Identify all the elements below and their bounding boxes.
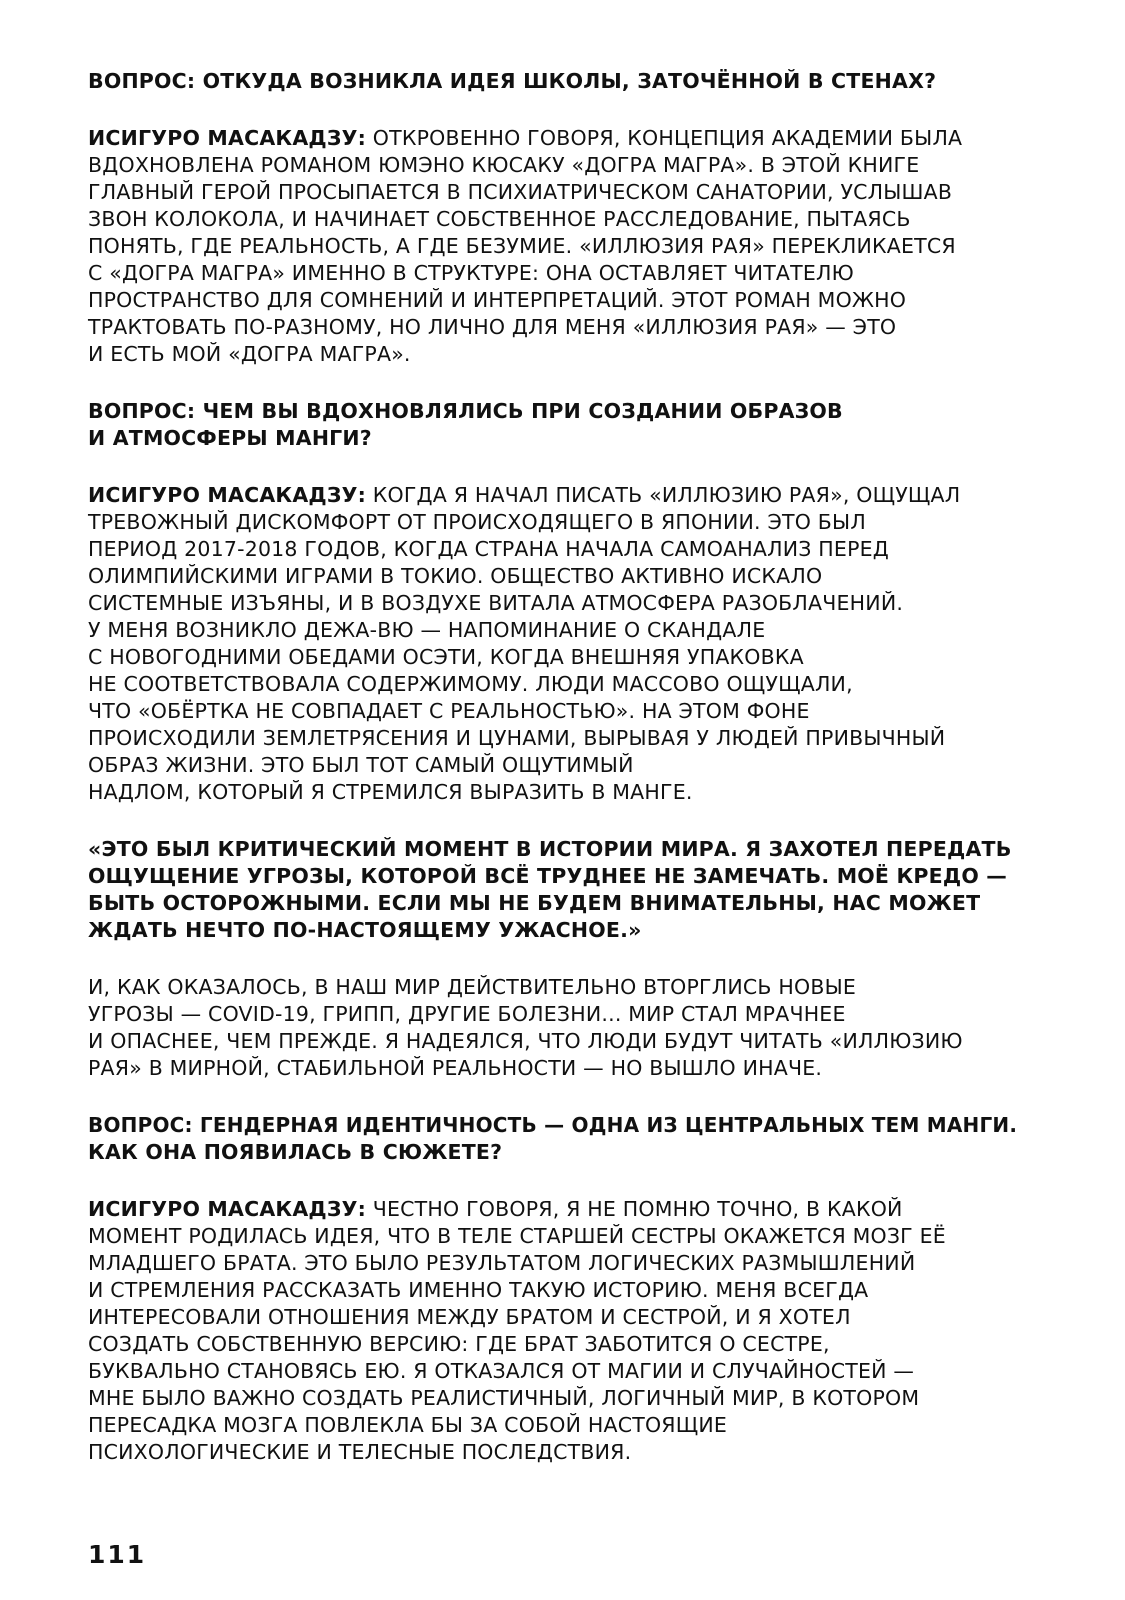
answer-line: НАДЛОМ, КОТОРЫЙ Я СТРЕМИЛСЯ ВЫРАЗИТЬ В МАНГЕ. bbox=[88, 780, 693, 804]
answer-line: МНЕ БЫЛО ВАЖНО СОЗДАТЬ РЕАЛИСТИЧНЫЙ, ЛОГИЧНЫЙ МИР, В КОТОРОМ bbox=[88, 1386, 920, 1410]
answer-line: ОБРАЗ ЖИЗНИ. ЭТО БЫЛ ТОТ САМЫЙ ОЩУТИМЫЙ bbox=[88, 753, 634, 777]
answer-line: ПРОСТРАНСТВО ДЛЯ СОМНЕНИЙ И ИНТЕРПРЕТАЦИЙ. ЭТОТ РОМАН МОЖНО bbox=[88, 288, 907, 312]
answer-2 bbox=[88, 482, 1038, 806]
answer-line: ЗВОН КОЛОКОЛА, И НАЧИНАЕТ СОБСТВЕННОЕ РАССЛЕДОВАНИЕ, ПЫТАЯСЬ bbox=[88, 207, 911, 231]
question-2 bbox=[88, 398, 1038, 452]
paragraph-line: РАЯ» В МИРНОЙ, СТАБИЛЬНОЙ РЕАЛЬНОСТИ — НО ВЫШЛО ИНАЧЕ. bbox=[88, 1056, 823, 1080]
answer-line bbox=[88, 482, 1038, 509]
question-line: ВОПРОС: ЧЕМ ВЫ ВДОХНОВЛЯЛИСЬ ПРИ СОЗДАНИИ ОБРАЗОВ bbox=[88, 399, 843, 423]
question-line: ВОПРОС: ОТКУДА ВОЗНИКЛА ИДЕЯ ШКОЛЫ, ЗАТОЧЁННОЙ В СТЕНАХ? bbox=[88, 69, 937, 93]
answer-line: НЕ СООТВЕТСТВОВАЛА СОДЕРЖИМОМУ. ЛЮДИ МАССОВО ОЩУЩАЛИ, bbox=[88, 672, 853, 696]
answer-line: ПСИХОЛОГИЧЕСКИЕ И ТЕЛЕСНЫЕ ПОСЛЕДСТВИЯ. bbox=[88, 1440, 632, 1464]
paragraph-line: И, КАК ОКАЗАЛОСЬ, В НАШ МИР ДЕЙСТВИТЕЛЬНО ВТОРГЛИСЬ НОВЫЕ bbox=[88, 975, 857, 999]
answer-line: МОМЕНТ РОДИЛАСЬ ИДЕЯ, ЧТО В ТЕЛЕ СТАРШЕЙ СЕСТРЫ ОКАЖЕТСЯ МОЗГ ЕЁ bbox=[88, 1224, 946, 1248]
quote-line: БЫТЬ ОСТОРОЖНЫМИ. ЕСЛИ МЫ НЕ БУДЕМ ВНИМАТЕЛЬНЫ, НАС МОЖЕТ bbox=[88, 891, 981, 915]
answer-line: ПЕРИОД 2017-2018 ГОДОВ, КОГДА СТРАНА НАЧАЛА САМОАНАЛИЗ ПЕРЕД bbox=[88, 537, 889, 561]
quote-line: «ЭТО БЫЛ КРИТИЧЕСКИЙ МОМЕНТ В ИСТОРИИ МИРА. Я ЗАХОТЕЛ ПЕРЕДАТЬ bbox=[88, 837, 1012, 861]
answer-line: ИНТЕРЕСОВАЛИ ОТНОШЕНИЯ МЕЖДУ БРАТОМ И СЕСТРОЙ, И Я ХОТЕЛ bbox=[88, 1305, 851, 1329]
answer-line: ПОНЯТЬ, ГДЕ РЕАЛЬНОСТЬ, А ГДЕ БЕЗУМИЕ. «ИЛЛЮЗИЯ РАЯ» ПЕРЕКЛИКАЕТСЯ bbox=[88, 234, 956, 258]
answer-line: ГЛАВНЫЙ ГЕРОЙ ПРОСЫПАЕТСЯ В ПСИХИАТРИЧЕСКОМ САНАТОРИИ, УСЛЫШАВ bbox=[88, 180, 953, 204]
answer-line: ПРОИСХОДИЛИ ЗЕМЛЕТРЯСЕНИЯ И ЦУНАМИ, ВЫРЫВАЯ У ЛЮДЕЙ ПРИВЫЧНЫЙ bbox=[88, 726, 946, 750]
quote-line: ОЩУЩЕНИЕ УГРОЗЫ, КОТОРОЙ ВСЁ ТРУДНЕЕ НЕ ЗАМЕЧАТЬ. МОЁ КРЕДО — bbox=[88, 864, 1007, 888]
answer-line: БУКВАЛЬНО СТАНОВЯСЬ ЕЮ. Я ОТКАЗАЛСЯ ОТ МАГИИ И СЛУЧАЙНОСТЕЙ — bbox=[88, 1359, 915, 1383]
quote-line: ЖДАТЬ НЕЧТО ПО-НАСТОЯЩЕМУ УЖАСНОЕ.» bbox=[88, 918, 642, 942]
answer-line: И СТРЕМЛЕНИЯ РАССКАЗАТЬ ИМЕННО ТАКУЮ ИСТОРИЮ. МЕНЯ ВСЕГДА bbox=[88, 1278, 869, 1302]
answer-line: ПЕРЕСАДКА МОЗГА ПОВЛЕКЛА БЫ ЗА СОБОЙ НАСТОЯЩИЕ bbox=[88, 1413, 728, 1437]
question-1 bbox=[88, 68, 1038, 95]
answer-text: ЧЕСТНО ГОВОРЯ, Я НЕ ПОМНЮ ТОЧНО, В КАКОЙ bbox=[366, 1197, 903, 1221]
answer-line: С НОВОГОДНИМИ ОБЕДАМИ ОСЭТИ, КОГДА ВНЕШНЯЯ УПАКОВКА bbox=[88, 645, 804, 669]
answer-3 bbox=[88, 1196, 1038, 1466]
page-content bbox=[88, 68, 1038, 1496]
paragraph-line: УГРОЗЫ — COVID-19, ГРИПП, ДРУГИЕ БОЛЕЗНИ... МИР СТАЛ МРАЧНЕЕ bbox=[88, 1002, 846, 1026]
answer-line bbox=[88, 1196, 1038, 1223]
answer-line: ЧТО «ОБЁРТКА НЕ СОВПАДАЕТ С РЕАЛЬНОСТЬЮ». НА ЭТОМ ФОНЕ bbox=[88, 699, 810, 723]
question-line: КАК ОНА ПОЯВИЛАСЬ В СЮЖЕТЕ? bbox=[88, 1140, 503, 1164]
question-3 bbox=[88, 1112, 1038, 1166]
answer-text: КОГДА Я НАЧАЛ ПИСАТЬ «ИЛЛЮЗИЮ РАЯ», ОЩУЩАЛ bbox=[366, 483, 961, 507]
answer-1 bbox=[88, 125, 1038, 368]
paragraph-line: И ОПАСНЕЕ, ЧЕМ ПРЕЖДЕ. Я НАДЕЯЛСЯ, ЧТО ЛЮДИ БУДУТ ЧИТАТЬ «ИЛЛЮЗИЮ bbox=[88, 1029, 963, 1053]
answer-line: ВДОХНОВЛЕНА РОМАНОМ ЮМЭНО КЮСАКУ «ДОГРА МАГРА». В ЭТОЙ КНИГЕ bbox=[88, 153, 920, 177]
speaker-label: ИСИГУРО МАСАКАДЗУ: bbox=[88, 1197, 367, 1221]
question-line: И АТМОСФЕРЫ МАНГИ? bbox=[88, 426, 372, 450]
speaker-label: ИСИГУРО МАСАКАДЗУ: bbox=[88, 483, 367, 507]
answer-line bbox=[88, 125, 1038, 152]
answer-line: ТРАКТОВАТЬ ПО-РАЗНОМУ, НО ЛИЧНО ДЛЯ МЕНЯ «ИЛЛЮЗИЯ РАЯ» — ЭТО bbox=[88, 315, 897, 339]
answer-line: ТРЕВОЖНЫЙ ДИСКОМФОРТ ОТ ПРОИСХОДЯЩЕГО В ЯПОНИИ. ЭТО БЫЛ bbox=[88, 510, 866, 534]
speaker-label: ИСИГУРО МАСАКАДЗУ: bbox=[88, 126, 367, 150]
pull-quote bbox=[88, 836, 1038, 944]
answer-line: С «ДОГРА МАГРА» ИМЕННО В СТРУКТУРЕ: ОНА ОСТАВЛЯЕТ ЧИТАТЕЛЮ bbox=[88, 261, 854, 285]
answer-line: СИСТЕМНЫЕ ИЗЪЯНЫ, И В ВОЗДУХЕ ВИТАЛА АТМОСФЕРА РАЗОБЛАЧЕНИЙ. bbox=[88, 591, 904, 615]
answer-line: СОЗДАТЬ СОБСТВЕННУЮ ВЕРСИЮ: ГДЕ БРАТ ЗАБОТИТСЯ О СЕСТРЕ, bbox=[88, 1332, 830, 1356]
page-number: 111 bbox=[88, 1540, 147, 1569]
answer-line: МЛАДШЕГО БРАТА. ЭТО БЫЛО РЕЗУЛЬТАТОМ ЛОГИЧЕСКИХ РАЗМЫШЛЕНИЙ bbox=[88, 1251, 916, 1275]
answer-line: У МЕНЯ ВОЗНИКЛО ДЕЖА-ВЮ — НАПОМИНАНИЕ О СКАНДАЛЕ bbox=[88, 618, 766, 642]
answer-line: ОЛИМПИЙСКИМИ ИГРАМИ В ТОКИО. ОБЩЕСТВО АКТИВНО ИСКАЛО bbox=[88, 564, 823, 588]
answer-text: ОТКРОВЕННО ГОВОРЯ, КОНЦЕПЦИЯ АКАДЕМИИ БЫЛА bbox=[366, 126, 963, 150]
answer-line: И ЕСТЬ МОЙ «ДОГРА МАГРА». bbox=[88, 342, 411, 366]
question-line: ВОПРОС: ГЕНДЕРНАЯ ИДЕНТИЧНОСТЬ — ОДНА ИЗ ЦЕНТРАЛЬНЫХ ТЕМ МАНГИ. bbox=[88, 1113, 1018, 1137]
followup-paragraph bbox=[88, 974, 1038, 1082]
